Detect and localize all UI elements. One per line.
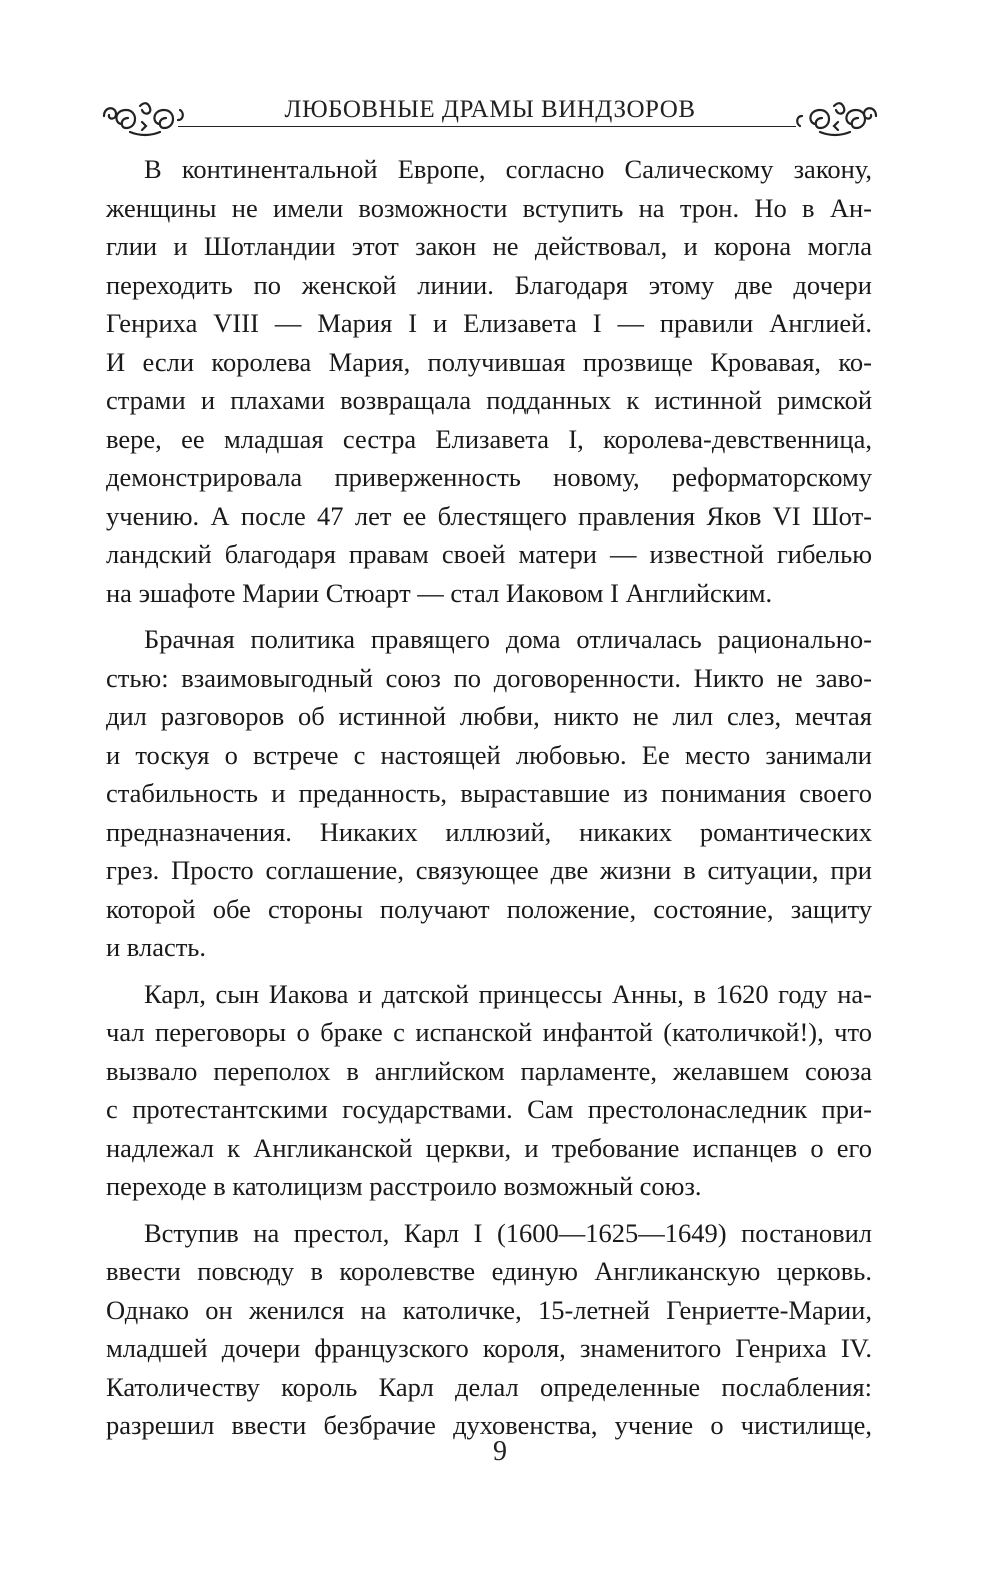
header-rule (178, 126, 796, 127)
paragraph (106, 975, 872, 1206)
text-line: которой обе стороны получают положение, состояние, защиту (106, 893, 872, 924)
text-line: младшей дочери французского короля, знаменитого Генриха IV. (106, 1333, 872, 1363)
text-line: стью: взаимовыгодный союз по договоренности. Никто не заво- (106, 662, 872, 693)
text-line: учению. А после 47 лет ее блестящего правления Яков VI Шот- (106, 500, 872, 531)
text-line: страми и плахами возвращала подданных к истинной римской (106, 385, 872, 415)
text-line: глии и Шотландии этот закон не действовал, и корона могла (106, 231, 872, 261)
running-header-title: ЛЮБОВНЫЕ ДРАМЫ ВИНДЗОРОВ (284, 96, 696, 123)
text-line: Однако он женился на католичке, 15-летней Генриетте-Марии, (106, 1294, 872, 1325)
body-text (106, 150, 872, 1453)
text-line: предназначения. Никаких иллюзий, никаких романтических (106, 816, 872, 847)
text-line: и власть. (106, 932, 207, 962)
text-line: вызвало переполох в английском парламенте, желавшем союза (106, 1055, 872, 1086)
page-number: 9 (493, 1436, 507, 1467)
text-line: Вступив на престол, Карл I (1600—1625—1649) постановил (144, 1217, 872, 1248)
text-line: Католичеству король Карл делал определенные послабления: (106, 1371, 872, 1402)
text-line: разрешил ввести безбрачие духовенства, учение о чистилище, (106, 1410, 872, 1440)
text-line: переходить по женской линии. Благодаря этому две дочери (106, 269, 872, 300)
text-line: переходе в католицизм расстроило возможный союз. (106, 1171, 702, 1201)
text-line: В континентальной Европе, согласно Салическому закону, (144, 154, 872, 184)
text-line: ландский благодаря правам своей матери — известной гибелью (106, 539, 872, 569)
text-line: с протестантскими государствами. Сам престолонаследник при- (106, 1094, 872, 1124)
text-line: грез. Просто соглашение, связующее две жизни в ситуации, при (106, 855, 872, 885)
text-line: ввести повсюду в королевстве единую Англиканскую церковь. (106, 1256, 872, 1286)
text-line: стабильность и преданность, выраставшие из понимания своего (106, 778, 872, 808)
text-line: вере, ее младшая сестра Елизавета I, королева-девственница, (106, 423, 872, 454)
text-line: дил разговоров об истинной любви, никто не лил слез, мечтая (106, 701, 872, 731)
text-line: Карл, сын Иакова и датской принцессы Анны, в 1620 году на- (144, 978, 872, 1009)
paragraph (106, 620, 872, 967)
text-line: демонстрировала приверженность новому, реформаторскому (106, 462, 872, 492)
paragraph (106, 150, 872, 612)
text-line: и тоскуя о встрече с настоящей любовью. Ее место занимали (106, 739, 872, 770)
text-line: на эшафоте Марии Стюарт — стал Иаковом I Английским. (106, 577, 773, 608)
text-line: чал переговоры о браке с испанской инфантой (католичкой!), что (106, 1017, 872, 1047)
text-line: женщины не имели возможности вступить на трон. Но в Ан- (106, 192, 872, 223)
text-line: И если королева Мария, получившая прозвище Кровавая, ко- (106, 346, 872, 377)
text-line: Брачная политика правящего дома отличалась рационально- (144, 624, 872, 654)
text-line: надлежал к Англиканской церкви, и требование испанцев о его (106, 1132, 872, 1163)
paragraph (106, 1214, 872, 1445)
running-header (100, 92, 880, 142)
text-line: Генриха VIII — Мария I и Елизавета I — правили Англией. (106, 308, 872, 338)
scroll-ornament-icon (794, 98, 880, 138)
